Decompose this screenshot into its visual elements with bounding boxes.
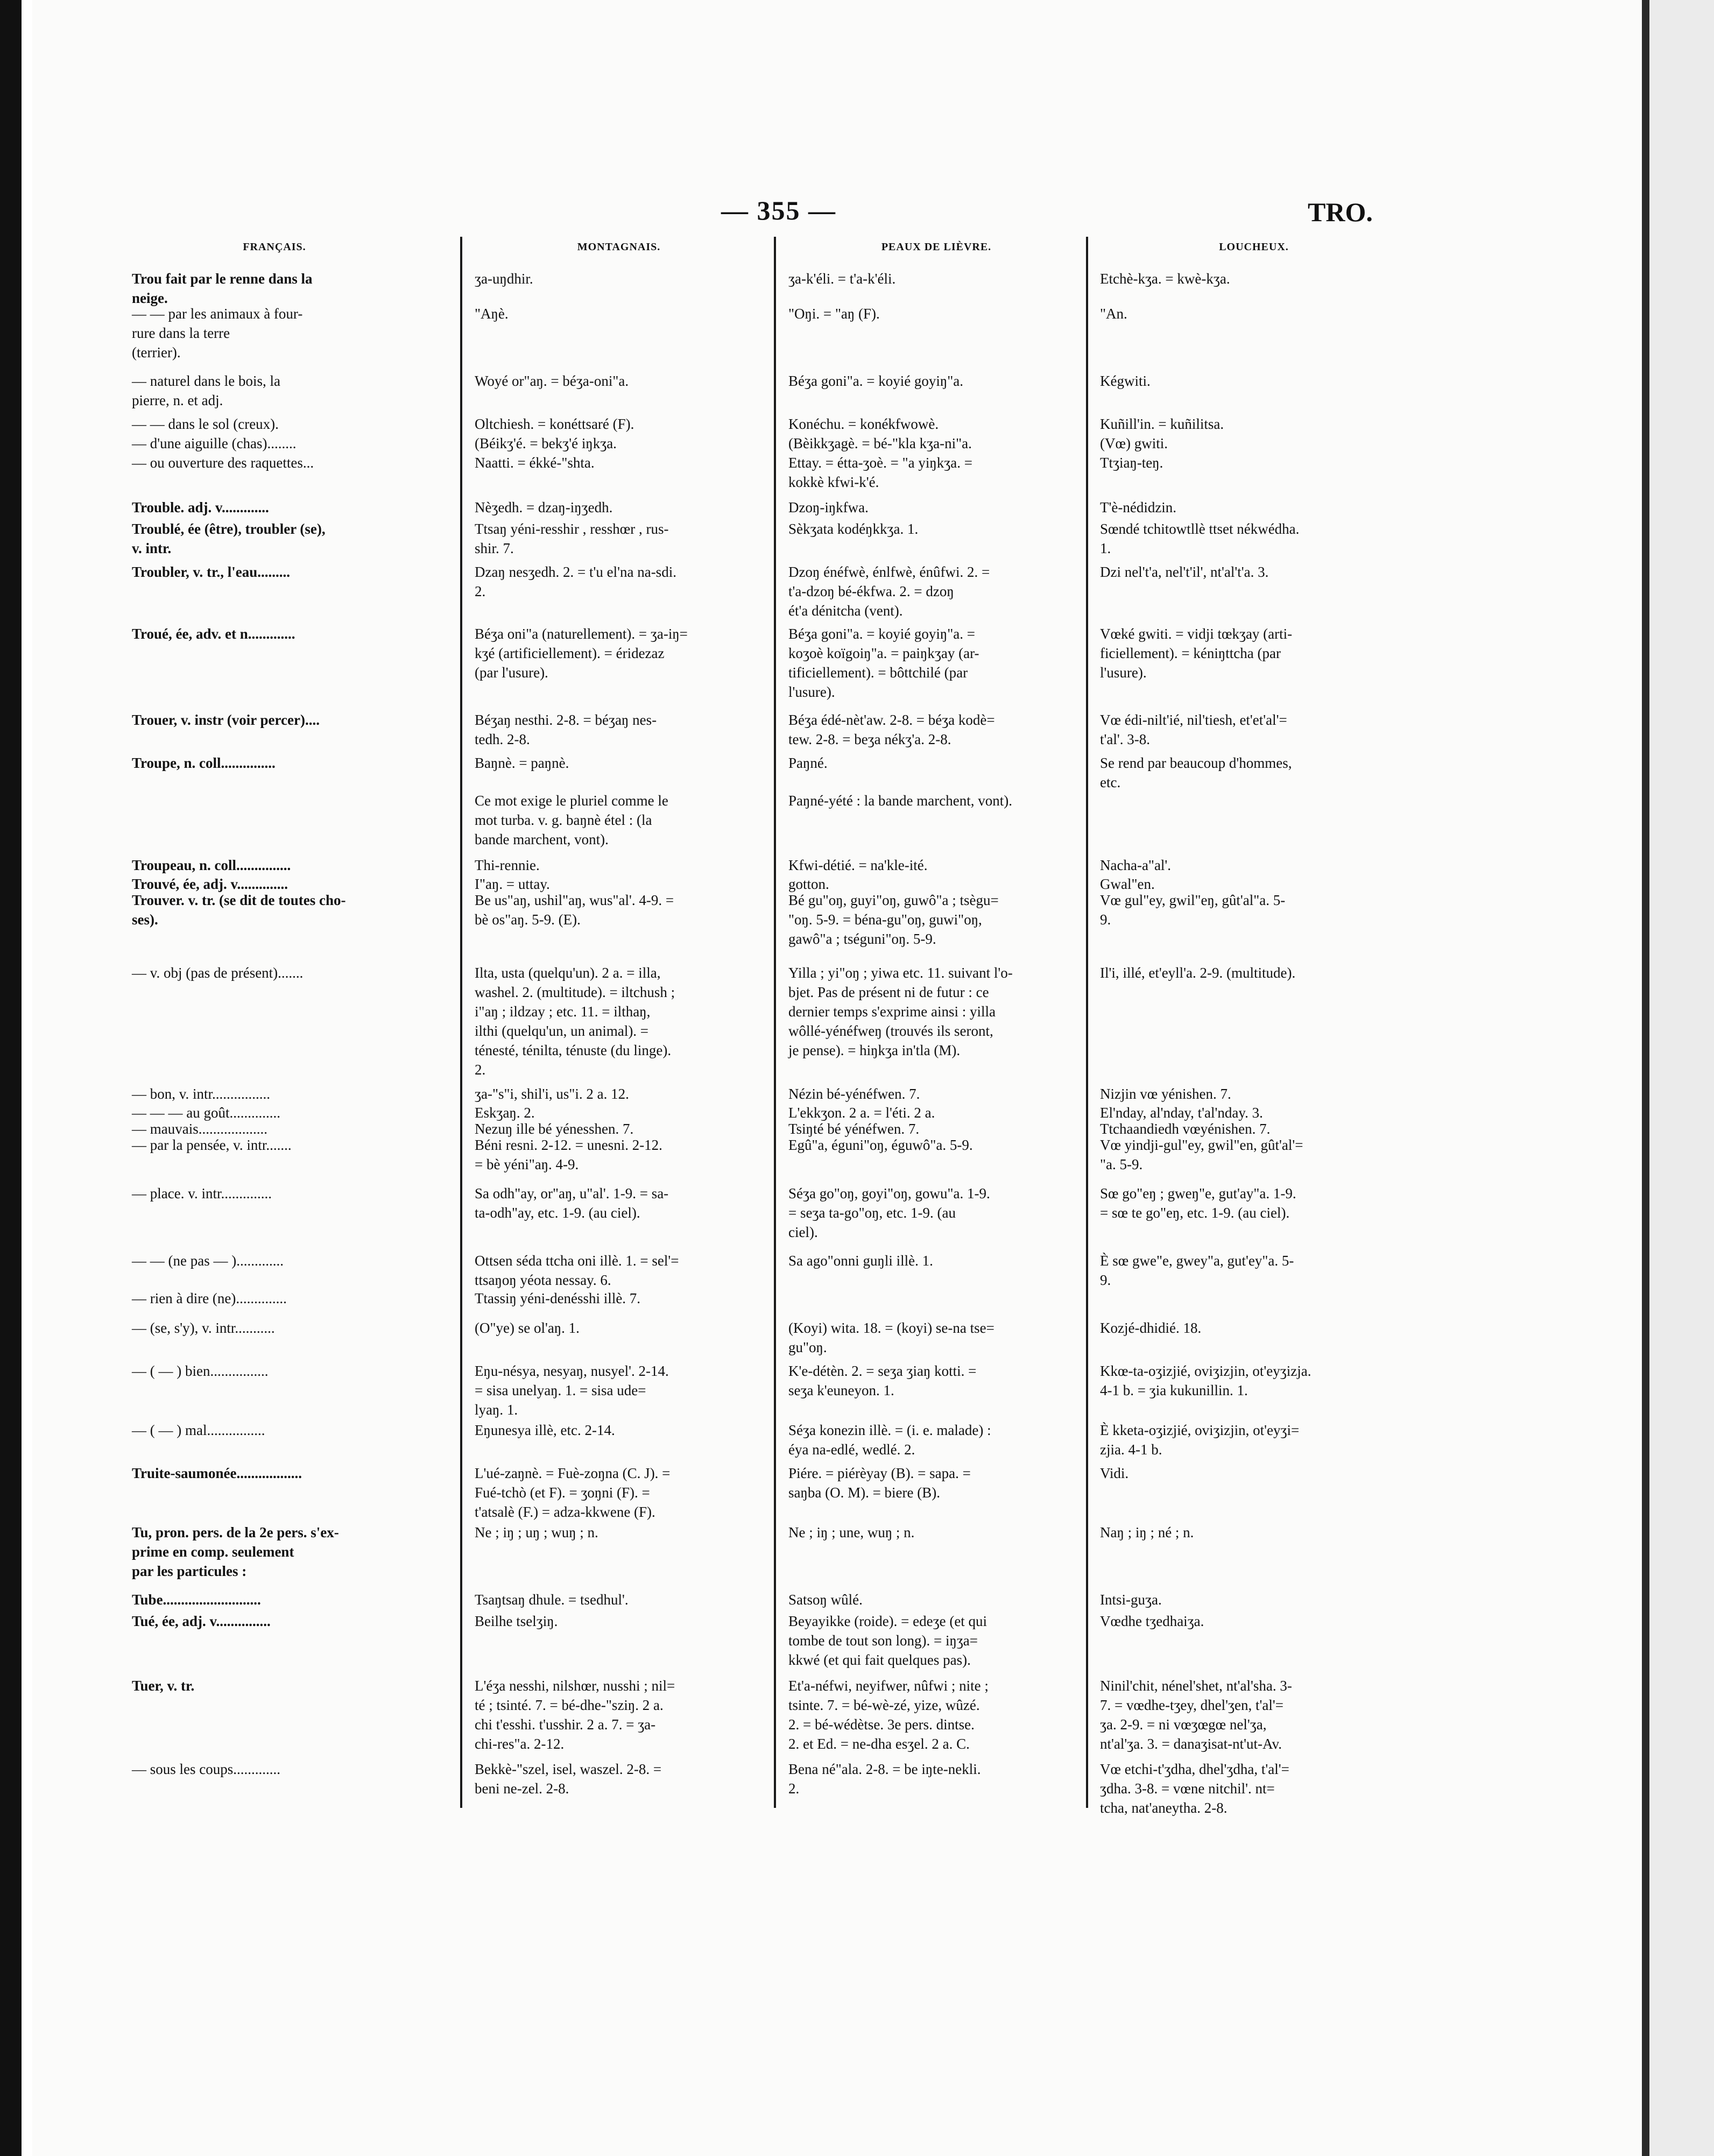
french-term: Trouer, v. instr (voir percer)....: [132, 712, 320, 728]
montagnais-translation: Ilta, usta (quelqu'un). 2 a. = illa, washel. 2. (multitude). = iltchush ; i"aŋ ; ildzay ; etc. 11. = ilthaŋ, ilthi (quelqu'un, un animal). = ténesté, ténilta, ténuste (du linge). 2.: [475, 965, 675, 1078]
peaux-de-lievre-translation: Béʒa goni"a. = koyié goyiŋ"a. = koʒoè koïgoiŋ"a. = paiŋkʒay (ar- tificiellement). = bôttchilé (par l'usure).: [788, 626, 979, 700]
montagnais-translation: Be us"aŋ, ushil"aŋ, wus"al'. 4-9. = bè os"aŋ. 5-9. (E).: [475, 892, 674, 928]
peaux-de-lievre-translation: Béʒa édé-nèt'aw. 2-8. = béʒa kodè= tew. 2-8. = beʒa nékʒ'a. 2-8.: [788, 712, 995, 747]
loucheux-translation: T'è-nédidzin.: [1100, 499, 1177, 515]
loucheux-translation: Se rend par beaucoup d'hommes, etc.: [1100, 755, 1292, 790]
peaux-de-lievre-translation: Kfwi-détié. = na'kle-ité.: [788, 857, 928, 873]
french-term: Tube...........................: [132, 1592, 261, 1608]
french-term: — — dans le sol (creux). — d'une aiguille (chas)........ — ou ouverture des raquettes...: [132, 416, 314, 471]
loucheux-translation: "An.: [1100, 306, 1127, 322]
loucheux-translation: Dzi nel't'a, nel't'il', nt'al't'a. 3.: [1100, 564, 1269, 580]
french-term: — sous les coups.............: [132, 1761, 280, 1777]
peaux-de-lievre-translation: Nézin bé-yénéfwen. 7.: [788, 1086, 920, 1102]
montagnais-translation: L'éʒa nesshi, nilshœr, nusshi ; nil= té ; tsinté. 7. = bé-dhe-"sziŋ. 2 a. chi t'esshi. t'usshir. 2 a. 7. = ʒa- chi-res"a. 2-12.: [475, 1678, 675, 1752]
french-term: — ( — ) bien................: [132, 1363, 269, 1379]
montagnais-translation: Béni resni. 2-12. = unesni. 2-12. = bè yéni"aŋ. 4-9.: [475, 1137, 662, 1172]
loucheux-translation: Il'i, illé, et'eyll'a. 2-9. (multitude).: [1100, 965, 1296, 981]
loucheux-translation: Vœ etchi-t'ʒdha, dhel'ʒdha, t'al'= ʒdha. 3-8. = vœne nitchil'. nt= tcha, nat'aneytha. 2-8.: [1100, 1761, 1289, 1816]
montagnais-translation: "Aŋè.: [475, 306, 509, 322]
french-term: Tuer, v. tr.: [132, 1678, 195, 1694]
peaux-de-lievre-translation: Paŋné-yété : la bande marchent, vont).: [788, 793, 1012, 809]
peaux-de-lievre-translation: Paŋné.: [788, 755, 828, 771]
peaux-de-lievre-translation: Ne ; iŋ ; une, wuŋ ; n.: [788, 1524, 915, 1540]
montagnais-translation: Woyé or"aŋ. = béʒa-oni"a.: [475, 373, 629, 389]
french-term: Tué, ée, adj. v...............: [132, 1613, 271, 1629]
montagnais-translation: Ottsen séda ttcha oni illè. 1. = sel'= ttsaŋoŋ yéota nessay. 6.: [475, 1253, 679, 1288]
french-term: — — (ne pas — ).............: [132, 1253, 284, 1269]
french-term: — place. v. intr..............: [132, 1185, 272, 1201]
loucheux-translation: El'nday, al'nday, t'al'nday. 3.: [1100, 1105, 1263, 1121]
loucheux-translation: Sœndé tchitowtllè ttset nékwédha. 1.: [1100, 521, 1300, 556]
montagnais-translation: Ttassiŋ yéni-denésshi illè. 7.: [475, 1290, 641, 1306]
peaux-de-lievre-translation: Et'a-néfwi, neyifwer, nûfwi ; nite ; tsinte. 7. = bé-wè-zé, yize, wûzé. 2. = bé-wédètse. 3e pers. dintse. 2. et Ed. = ne-dha esʒel. 2 a. C.: [788, 1678, 989, 1752]
montagnais-translation: Beilhe tselʒiŋ.: [475, 1613, 558, 1629]
french-term: Truite-saumonée..................: [132, 1465, 302, 1481]
montagnais-translation: (O"ye) se ol'aŋ. 1.: [475, 1320, 580, 1336]
montagnais-translation: Oltchiesh. = konéttsaré (F). (Béikʒ'é. = bekʒ'é iŋkʒa. Naatti. = ékké-"shta.: [475, 416, 634, 471]
scan-binding-shadow: [1642, 0, 1649, 2156]
montagnais-translation: Tsaŋtsaŋ dhule. = tsedhul'.: [475, 1592, 629, 1608]
peaux-de-lievre-translation: Dzoŋ énéfwè, énlfwè, énûfwi. 2. = t'a-dzoŋ bé-ékfwa. 2. = dzoŋ ét'a dénitcha (vent).: [788, 564, 990, 619]
montagnais-translation: Dzaŋ nesʒedh. 2. = t'u el'na na-sdi. 2.: [475, 564, 676, 599]
montagnais-translation: Ne ; iŋ ; uŋ ; wuŋ ; n.: [475, 1524, 598, 1540]
loucheux-translation: Vœké gwiti. = vidji tœkʒay (arti- ficiellement). = kéniŋttcha (par l'usure).: [1100, 626, 1293, 681]
french-term: — naturel dans le bois, la pierre, n. et adj.: [132, 373, 280, 408]
montagnais-translation: ʒa-uŋdhir.: [475, 271, 533, 287]
peaux-de-lievre-translation: Bé gu"oŋ, guyi"oŋ, guwô"a ; tsègu= "oŋ. 5-9. = béna-gu"oŋ, guwi"oŋ, gawô"a ; tséguni"oŋ. 5-9.: [788, 892, 999, 947]
peaux-de-lievre-translation: ʒa-k'éli. = t'a-k'éli.: [788, 271, 896, 287]
loucheux-translation: È sœ gwe"e, gwey"a, gut'ey"a. 5- 9.: [1100, 1253, 1294, 1288]
peaux-de-lievre-translation: Bena né"ala. 2-8. = be iŋte-nekli. 2.: [788, 1761, 981, 1797]
peaux-de-lievre-translation: Egû"a, éguni"oŋ, éguwô"a. 5-9.: [788, 1137, 973, 1153]
peaux-de-lievre-translation: Béʒa goni"a. = koyié goyiŋ"a.: [788, 373, 964, 389]
loucheux-translation: Nacha-a"al'.: [1100, 857, 1172, 873]
montagnais-translation: Béʒaŋ nesthi. 2-8. = béʒaŋ nes- tedh. 2-8.: [475, 712, 657, 747]
scan-border-left: [0, 0, 22, 2156]
column-rule: [460, 237, 462, 1808]
loucheux-translation: Kkœ-ta-oʒizjié, oviʒizjin, ot'eyʒizja. 4-1 b. = ʒia kukunillin. 1.: [1100, 1363, 1311, 1398]
peaux-de-lievre-translation: Yilla ; yi"oŋ ; yiwa etc. 11. suivant l'o- bjet. Pas de présent ni de futur : ce dernier temps s'exprime ainsi : yilla wôllé-yénéfweŋ (trouvés ils seront, je pense). = hiŋkʒa in'tla (M).: [788, 965, 1013, 1058]
peaux-de-lievre-translation: Beyayikke (roide). = edeʒe (et qui tombe de tout son long). = iŋʒa= kkwé (et qui fait quelques pas).: [788, 1613, 988, 1668]
montagnais-translation: Baŋnè. = paŋnè.: [475, 755, 569, 771]
french-term: — — par les animaux à four- rure dans la terre (terrier).: [132, 306, 303, 360]
montagnais-translation: Eŋu-nésya, nesyaŋ, nusyel'. 2-14. = sisa unelyaŋ. 1. = sisa ude= lyaŋ. 1.: [475, 1363, 669, 1418]
peaux-de-lievre-translation: Tsiŋté bé yénéfwen. 7.: [788, 1121, 920, 1137]
peaux-de-lievre-translation: K'e-détèn. 2. = seʒa ʒiaŋ kotti. = seʒa k'euneyon. 1.: [788, 1363, 977, 1398]
peaux-de-lievre-translation: gotton.: [788, 876, 829, 892]
loucheux-translation: Vœdhe tʒedhaiʒa.: [1100, 1613, 1204, 1629]
loucheux-translation: Kozjé-dhidié. 18.: [1100, 1320, 1202, 1336]
french-term: — rien à dire (ne)..............: [132, 1290, 287, 1306]
loucheux-translation: Intsi-guʒa.: [1100, 1592, 1162, 1608]
loucheux-translation: Nizjin vœ yénishen. 7.: [1100, 1086, 1231, 1102]
loucheux-translation: Ninil'chit, nénel'shet, nt'al'sha. 3- 7. = vœdhe-tʒey, dhel'ʒen, t'al'= ʒa. 2-9. = ni vœʒœgœ nel'ʒa, nt'al'ʒa. 3. = danaʒisat-nt'ut-Av.: [1100, 1678, 1292, 1752]
montagnais-translation: Thi-rennie.: [475, 857, 540, 873]
column-header-francais: FRANÇAIS.: [243, 241, 306, 253]
peaux-de-lievre-translation: Sa ago"onni guŋli illè. 1.: [788, 1253, 933, 1269]
loucheux-translation: Vœ yindji-gul"ey, gwil"en, gût'al'= "a. 5-9.: [1100, 1137, 1303, 1172]
column-header-montagnais: MONTAGNAIS.: [577, 241, 661, 253]
peaux-de-lievre-translation: (Koyi) wita. 18. = (koyi) se-na tse= gu"oŋ.: [788, 1320, 994, 1355]
montagnais-translation: L'ué-zaŋnè. = Fuè-zoŋna (C. J). = Fué-tchò (et F). = ʒoŋni (F). = t'atsalè (F.) = adza-kkwene (F).: [475, 1465, 671, 1520]
french-term: — (se, s'y), v. intr...........: [132, 1320, 275, 1336]
peaux-de-lievre-translation: Satsoŋ wûlé.: [788, 1592, 863, 1608]
running-head: TRO.: [1308, 197, 1373, 227]
peaux-de-lievre-translation: Séʒa go"oŋ, goyi"oŋ, gowu"a. 1-9. = seʒa ta-go"oŋ, etc. 1-9. (au ciel).: [788, 1185, 990, 1240]
french-term: Trouver. v. tr. (se dit de toutes cho- ses).: [132, 892, 346, 928]
peaux-de-lievre-translation: Dzoŋ-iŋkfwa.: [788, 499, 869, 515]
loucheux-translation: Ttchaandiedh vœyénishen. 7.: [1100, 1121, 1271, 1137]
scan-border-right: [1649, 0, 1714, 2156]
loucheux-translation: Kégwiti.: [1100, 373, 1151, 389]
loucheux-translation: Vœ édi-nilt'ié, nil'tiesh, et'et'al'= t'al'. 3-8.: [1100, 712, 1287, 747]
french-term: Troué, ée, adv. et n.............: [132, 626, 295, 642]
montagnais-translation: Nezuŋ ille bé yénesshen. 7.: [475, 1121, 634, 1137]
french-term: — bon, v. intr................: [132, 1086, 271, 1102]
loucheux-translation: È kketa-oʒizjié, oviʒizjin, ot'eyʒi= zjia. 4-1 b.: [1100, 1422, 1300, 1458]
montagnais-translation: Bekkè-"szel, isel, waszel. 2-8. = beni ne-zel. 2-8.: [475, 1761, 662, 1797]
column-header-loucheux: LOUCHEUX.: [1219, 241, 1289, 253]
peaux-de-lievre-translation: Konéchu. = konékfwowè. (Bèikkʒagè. = bé-"kla kʒa-ni"a. Ettay. = étta-ʒoè. = "a yiŋkʒa. = kokkè kfwi-k'é.: [788, 416, 972, 490]
montagnais-translation: Ttsaŋ yéni-resshir , resshœr , rus- shir. 7.: [475, 521, 669, 556]
french-term: — ( — ) mal................: [132, 1422, 265, 1438]
page-number: — 355 —: [721, 195, 836, 225]
loucheux-translation: Sœ go"eŋ ; gweŋ"e, gut'ay"a. 1-9. = sœ te go"eŋ, etc. 1-9. (au ciel).: [1100, 1185, 1296, 1221]
french-term: Troupeau, n. coll...............: [132, 857, 291, 873]
peaux-de-lievre-translation: L'ekkʒon. 2 a. = l'éti. 2 a.: [788, 1105, 935, 1121]
french-term: Trouble. adj. v.............: [132, 499, 269, 515]
montagnais-translation: Nèʒedh. = dzaŋ-iŋʒedh.: [475, 499, 613, 515]
loucheux-translation: Gwal"en.: [1100, 876, 1155, 892]
french-term: Trou fait par le renne dans la neige.: [132, 271, 313, 306]
montagnais-translation: I"aŋ. = uttay.: [475, 876, 550, 892]
french-term: Trouvé, ée, adj. v..............: [132, 876, 288, 892]
french-term: Troubler, v. tr., l'eau.........: [132, 564, 291, 580]
peaux-de-lievre-translation: Piére. = piérèyay (B). = sapa. = saŋba (O. M). = biere (B).: [788, 1465, 971, 1501]
montagnais-translation: Eskʒaŋ. 2.: [475, 1105, 535, 1121]
loucheux-translation: Naŋ ; iŋ ; né ; n.: [1100, 1524, 1194, 1540]
french-term: Troupe, n. coll...............: [132, 755, 276, 771]
montagnais-translation: Béʒa oni"a (naturellement). = ʒa-iŋ= kʒé (artificiellement). = éridezaz (par l'usure).: [475, 626, 688, 681]
loucheux-translation: Kuñill'in. = kuñilitsa. (Vœ) gwiti. Ttʒiaŋ-teŋ.: [1100, 416, 1224, 471]
peaux-de-lievre-translation: Séʒa konezin illè. = (i. e. malade) : éya na-edlé, wedlé. 2.: [788, 1422, 991, 1458]
dictionary-page: [32, 0, 1641, 2156]
montagnais-translation: Eŋunesya illè, etc. 2-14.: [475, 1422, 615, 1438]
loucheux-translation: Vidi.: [1100, 1465, 1129, 1481]
peaux-de-lievre-translation: "Oŋi. = "aŋ (F).: [788, 306, 880, 322]
montagnais-translation: Ce mot exige le pluriel comme le mot turba. v. g. baŋnè étel : (la bande marchent, vont).: [475, 793, 668, 847]
french-term: — mauvais...................: [132, 1121, 267, 1137]
french-term: — v. obj (pas de présent).......: [132, 965, 304, 981]
french-term: — par la pensée, v. intr.......: [132, 1137, 292, 1153]
french-term: Tu, pron. pers. de la 2e pers. s'ex- prime en comp. seulement par les particules :: [132, 1524, 339, 1579]
montagnais-translation: ʒa-"s"i, shil'i, us"i. 2 a. 12.: [475, 1086, 629, 1102]
peaux-de-lievre-translation: Sèkʒata kodéŋkkʒa. 1.: [788, 521, 919, 537]
column-header-peaux-de-lievre: PEAUX DE LIÈVRE.: [881, 241, 992, 253]
montagnais-translation: Sa odh"ay, or"aŋ, u"al'. 1-9. = sa- ta-odh"ay, etc. 1-9. (au ciel).: [475, 1185, 669, 1221]
loucheux-translation: Vœ gul"ey, gwil"eŋ, gût'al"a. 5- 9.: [1100, 892, 1286, 928]
french-term: Troublé, ée (être), troubler (se), v. intr.: [132, 521, 326, 556]
french-term: — — — au goût..............: [132, 1105, 280, 1121]
loucheux-translation: Etchè-kʒa. = kwè-kʒa.: [1100, 271, 1230, 287]
